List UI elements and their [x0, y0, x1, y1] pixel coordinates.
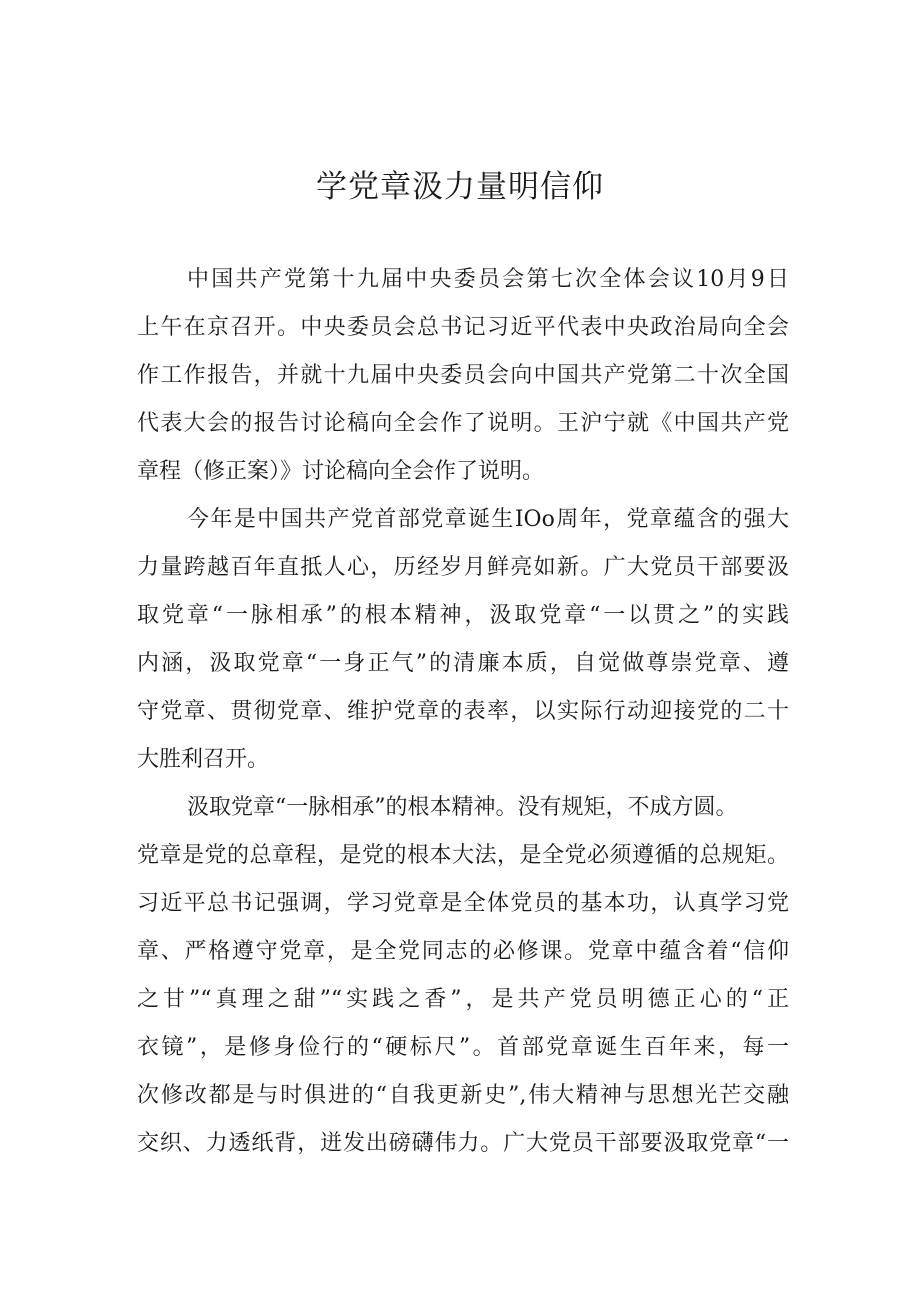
- text-line: 代表大会的报告讨论稿向全会作了说明。王沪宁就《中国共产党: [137, 411, 789, 436]
- text-line: 章程（修正案）》讨论稿向全会作了说明。: [137, 459, 545, 484]
- text-line: 今年是中国共产党首部党章诞生IOo周年，党章蕴含的强大: [187, 507, 789, 532]
- text-line: 上午在京召开。中央委员会总书记习近平代表中央政治局向全会: [137, 315, 789, 340]
- text-line: 交织、力透纸背，迸发出磅礴伟力。广大党员干部要汲取党章“一: [137, 1131, 789, 1156]
- text-line: 中国共产党第十九届中央委员会第七次全体会议10月9日: [187, 267, 789, 292]
- text-line: 力量跨越百年直抵人心，历经岁月鲜亮如新。广大党员干部要汲: [137, 555, 789, 580]
- text-line: 内涵，汲取党章“一身正气”的清廉本质，自觉做尊崇党章、遵: [137, 651, 789, 676]
- text-line: 衣镜”，是修身俭行的“硬标尺”。首部党章诞生百年来，每一: [137, 1035, 789, 1060]
- text-line: 习近平总书记强调，学习党章是全体党员的基本功，认真学习党: [137, 891, 789, 916]
- document-body: [137, 256, 789, 1168]
- text-line: 之甘”“真理之甜”“实践之香”，是共产党员明德正心的“正: [137, 987, 789, 1012]
- document-title: 学党章汲力量明信仰: [316, 169, 604, 205]
- text-line: 党章是党的总章程，是党的根本大法，是全党必须遵循的总规矩。: [137, 843, 789, 868]
- text-line: 守党章、贯彻党章、维护党章的表率，以实际行动迎接党的二十: [137, 699, 789, 724]
- text-line: 取党章“一脉相承”的根本精神，汲取党章“一以贯之”的实践: [137, 603, 789, 628]
- text-line: 章、严格遵守党章，是全党同志的必修课。党章中蕴含着“信仰: [137, 939, 789, 964]
- text-line: 作工作报告，并就十九届中央委员会向中国共产党第二十次全国: [137, 363, 789, 388]
- text-line: 大胜利召开。: [137, 747, 270, 772]
- text-line: 汲取党章“一脉相承”的根本精神。没有规矩，不成方圆。: [187, 795, 738, 820]
- text-line: 次修改都是与时俱进的“自我更新史”,伟大精神与思想光芒交融: [137, 1083, 789, 1108]
